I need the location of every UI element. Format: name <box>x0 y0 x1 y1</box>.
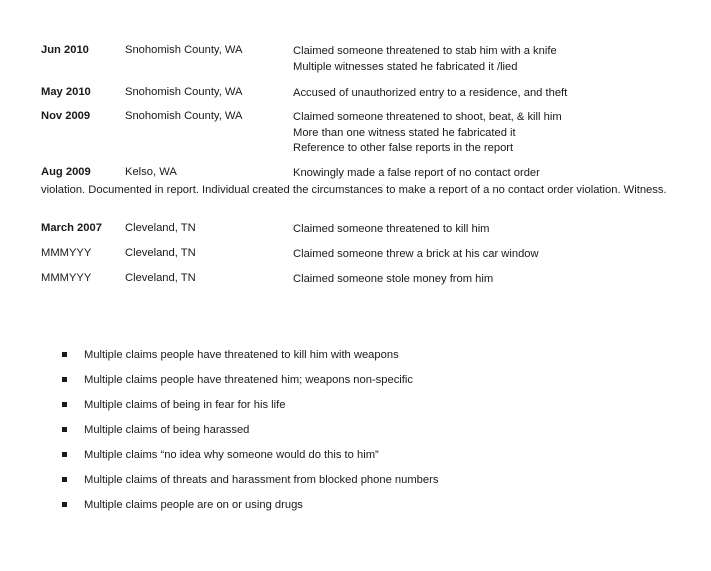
incident-date: Jun 2010 <box>41 44 89 56</box>
incident-location: Cleveland, TN <box>125 272 196 284</box>
incident-description <box>293 86 567 102</box>
incident-date: Nov 2009 <box>41 110 91 122</box>
square-bullet-icon <box>62 402 67 407</box>
bullet-item <box>0 472 711 497</box>
incident-date: MMMYYY <box>41 272 92 284</box>
bullet-text: Multiple claims people have threatened to kill him with weapons <box>84 349 399 361</box>
incident-continuation: violation. Documented in report. Individual created the circumstances to make a report of a no contact order violation. Witness. <box>41 184 667 196</box>
description-line: Accused of unauthorized entry to a residence, and theft <box>293 87 568 99</box>
bullet-text: Multiple claims “no idea why someone would do this to him” <box>84 449 379 461</box>
description-line: Claimed someone threw a brick at his car window <box>293 248 539 260</box>
square-bullet-icon <box>62 427 67 432</box>
bullet-item <box>0 372 711 397</box>
bullet-text: Multiple claims people are on or using drugs <box>84 499 303 511</box>
description-line: Knowingly made a false report of no contact order <box>293 167 540 179</box>
bullet-text: Multiple claims people have threatened him; weapons non-specific <box>84 374 413 386</box>
bullet-text: Multiple claims of being in fear for his life <box>84 399 286 411</box>
description-line: Multiple witnesses stated he fabricated it /lied <box>293 60 518 73</box>
square-bullet-icon <box>62 477 67 482</box>
incident-date: MMMYYY <box>41 247 92 259</box>
square-bullet-icon <box>62 502 67 507</box>
incident-location: Cleveland, TN <box>125 247 196 259</box>
square-bullet-icon <box>62 452 67 457</box>
incident-description <box>293 44 557 75</box>
description-line: Claimed someone threatened to shoot, beat, & kill him <box>293 111 562 123</box>
bullet-item <box>0 422 711 447</box>
square-bullet-icon <box>62 377 67 382</box>
bullet-text: Multiple claims of threats and harassment from blocked phone numbers <box>84 474 439 486</box>
description-line: Claimed someone stole money from him <box>293 273 494 285</box>
incident-description <box>293 222 490 238</box>
incident-location: Snohomish County, WA <box>125 86 243 98</box>
incident-location: Kelso, WA <box>125 166 177 178</box>
incident-description <box>293 247 539 263</box>
incident-location: Snohomish County, WA <box>125 110 243 122</box>
incident-description <box>293 166 540 182</box>
incident-description <box>293 110 562 157</box>
bullet-item <box>0 447 711 472</box>
square-bullet-icon <box>62 352 67 357</box>
description-line: Claimed someone threatened to stab him with a knife <box>293 45 557 57</box>
incident-description <box>293 272 493 288</box>
incident-date: Aug 2009 <box>41 166 91 178</box>
summary-bullet-list <box>0 347 711 522</box>
incident-date: May 2010 <box>41 86 91 98</box>
description-line: Reference to other false reports in the report <box>293 142 514 154</box>
incident-location: Cleveland, TN <box>125 222 196 234</box>
bullet-item <box>0 397 711 422</box>
incident-date: March 2007 <box>41 222 102 234</box>
description-line: Claimed someone threatened to kill him <box>293 223 490 235</box>
incident-location: Snohomish County, WA <box>125 44 243 56</box>
bullet-item <box>0 347 711 372</box>
bullet-item <box>0 497 711 522</box>
bullet-text: Multiple claims of being harassed <box>84 424 250 436</box>
description-line: More than one witness stated he fabricated it <box>293 126 516 139</box>
